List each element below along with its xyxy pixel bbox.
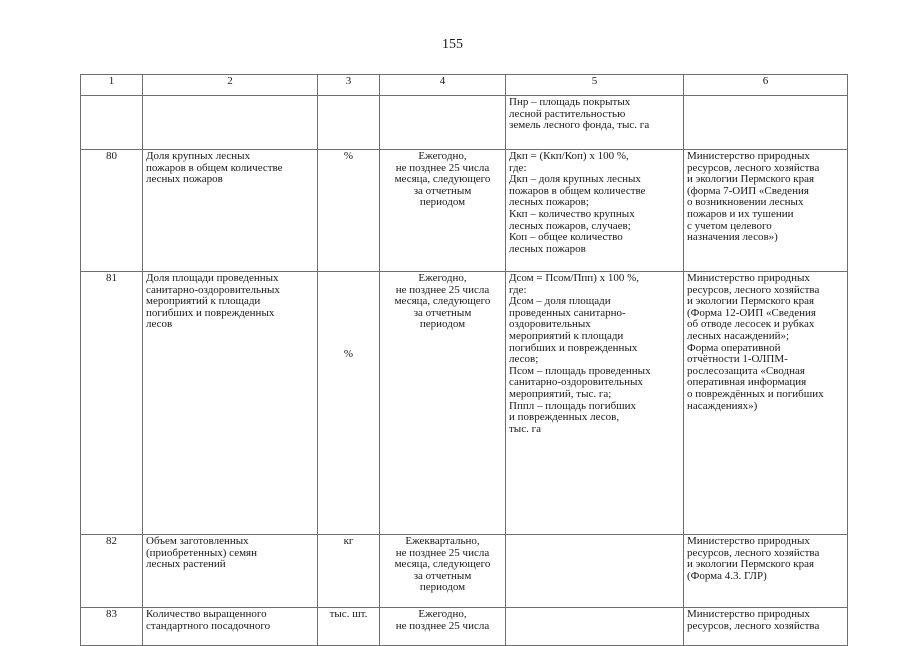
cell-text-line: лесных пожаров [509, 242, 586, 255]
cell-text-line: и экологии Пермского края [687, 173, 815, 186]
cell-text-line: (приобретенных) семян [146, 546, 257, 559]
cell-text-line: о повреждённых и погибших [687, 387, 824, 400]
cell-text-line: санитарно-оздоровительных [146, 283, 280, 296]
cell-text-line: где: [509, 161, 527, 174]
cell-text-line: оперативная информация [687, 376, 807, 389]
table-row [81, 150, 848, 272]
header-cell-4: 4 [380, 75, 506, 96]
header-cell-6: 6 [684, 75, 848, 96]
cell-text-line: за отчетным [413, 306, 472, 319]
cell-text-line: об отводе лесосек и рубках [687, 318, 815, 331]
cell-text-line: проведенных санитарно- [509, 306, 626, 319]
formula-cell [506, 150, 684, 272]
formula-cell [506, 535, 684, 608]
source-cell [684, 150, 848, 272]
indicator-name-cell [143, 535, 318, 608]
cell-text-line: Псом – площадь проведенных [509, 364, 651, 377]
cell-text-line: и экологии Пермского края [687, 295, 815, 308]
indicators-table [80, 74, 848, 646]
cell-text-line: лесных пожаров, случаев; [509, 219, 631, 232]
table-row [81, 535, 848, 608]
period-cell [380, 96, 506, 150]
cell-text-line: за отчетным [413, 184, 472, 197]
unit-cell: % [318, 150, 380, 272]
cell-text-line: Форма оперативной [687, 341, 781, 354]
cell-text-line: лесных растений [146, 558, 226, 571]
cell-text-line: за отчетным [413, 569, 472, 582]
cell-text-line: ресурсов, лесного хозяйства [687, 161, 820, 174]
indicator-name-cell [143, 150, 318, 272]
cell-text-line: не позднее 25 числа [395, 161, 490, 174]
formula-cell [506, 272, 684, 535]
cell-text-line: о возникновении лесных [687, 196, 804, 209]
cell-text-line: мероприятий к площади [509, 329, 624, 342]
cell-text-line: тыс. га [509, 422, 541, 435]
period-cell [380, 535, 506, 608]
unit-cell: тыс. шт. [318, 608, 380, 646]
cell-text-line: где: [509, 283, 527, 296]
indicator-name-cell [143, 272, 318, 535]
cell-text-line: пожаров в общем количестве [146, 161, 283, 174]
cell-text-line: Дкп – доля крупных лесных [509, 173, 641, 186]
cell-text-line: ресурсов, лесного хозяйства [687, 546, 820, 559]
table-row [81, 96, 848, 150]
cell-text-line: Ккп – количество крупных [509, 207, 635, 220]
cell-text-line: месяца, следующего [394, 173, 491, 186]
cell-text-line: (форма 7-ОИП «Сведения [687, 184, 809, 197]
cell-text-line: лесов; [509, 353, 539, 366]
cell-text-line: Ежегодно, [418, 272, 467, 284]
cell-text-line: Количество выращенного [146, 608, 267, 620]
source-cell [684, 272, 848, 535]
cell-text-line: не позднее 25 числа [395, 546, 490, 559]
indicator-name-cell [143, 96, 318, 150]
cell-text-line: ресурсов, лесного хозяйства [687, 283, 820, 296]
source-cell [684, 96, 848, 150]
cell-text-line: Доля крупных лесных [146, 150, 251, 162]
row-number-cell: 80 [81, 150, 143, 272]
cell-text-line: Дсом = Псом/Ппп) х 100 %, [509, 272, 640, 284]
cell-text-line: рослесозащита «Сводная [687, 364, 805, 377]
header-cell-1: 1 [81, 75, 143, 96]
cell-text-line: лесных пожаров; [509, 196, 589, 209]
header-cell-3: 3 [318, 75, 380, 96]
cell-text-line: Доля площади проведенных [146, 272, 279, 284]
cell-text-line: насаждениях») [687, 399, 758, 412]
cell-text-line: и поврежденных лесов, [509, 411, 620, 424]
header-cell-2: 2 [143, 75, 318, 96]
cell-text-line: санитарно-оздоровительных [509, 376, 643, 389]
cell-text-line: месяца, следующего [394, 295, 491, 308]
row-number-cell: 83 [81, 608, 143, 646]
cell-text-line: погибших и поврежденных [146, 306, 275, 319]
period-cell [380, 150, 506, 272]
cell-text-line: мероприятий к площади [146, 295, 261, 308]
unit-cell: кг [318, 535, 380, 608]
cell-text-line: периодом [419, 318, 466, 331]
cell-text-line: стандартного посадочного [146, 619, 271, 632]
cell-text-line: с учетом целевого [687, 219, 772, 232]
unit-cell [318, 96, 380, 150]
table-header-row [81, 75, 848, 96]
cell-text-line: Дкп = (Ккп/Коп) х 100 %, [509, 150, 629, 162]
cell-text-line: периодом [419, 581, 466, 594]
row-number-cell [81, 96, 143, 150]
cell-text-line: отчётности 1-ОЛПМ- [687, 353, 788, 366]
cell-text-line: Ежегодно, [418, 608, 467, 620]
cell-text-line: (Форма 12-ОИП «Сведения [687, 306, 816, 319]
cell-text-line: Дсом – доля площади [509, 295, 611, 308]
cell-text-line: пожаров в общем количестве [509, 184, 646, 197]
period-cell [380, 272, 506, 535]
header-cell-5: 5 [506, 75, 684, 96]
source-cell [684, 535, 848, 608]
cell-text-line: (Форма 4.3. ГЛР) [687, 569, 767, 582]
cell-text-line: не позднее 25 числа [395, 283, 490, 296]
cell-text-line: Министерство природных [687, 272, 810, 284]
cell-text-line: Пнр – площадь покрытых [509, 96, 631, 108]
cell-text-line: месяца, следующего [394, 558, 491, 571]
cell-text-line: Пппл – площадь погибших [509, 399, 637, 412]
cell-text-line: ресурсов, лесного хозяйства [687, 619, 820, 632]
cell-text-line: земель лесного фонда, тыс. га [509, 119, 650, 132]
row-number-cell: 82 [81, 535, 143, 608]
cell-text-line: Министерство природных [687, 608, 810, 620]
cell-text-line: Министерство природных [687, 150, 810, 162]
formula-cell [506, 96, 684, 150]
cell-text-line: лесных насаждений»; [687, 329, 790, 342]
cell-text-line: Ежеквартально, [405, 535, 480, 547]
cell-text-line: и экологии Пермского края [687, 558, 815, 571]
cell-text-line: назначения лесов») [687, 231, 778, 244]
cell-text-line: лесных пожаров [146, 173, 223, 186]
cell-text-line: не позднее 25 числа [395, 619, 490, 632]
cell-text-line: Коп – общее количество [509, 231, 623, 244]
cell-text-line: периодом [419, 196, 466, 209]
cell-text-line: пожаров и их тушении [687, 207, 794, 220]
row-number-cell: 81 [81, 272, 143, 535]
cell-text-line: лесов [146, 318, 173, 331]
cell-text-line: Ежегодно, [418, 150, 467, 162]
cell-text-line: лесной растительностью [509, 107, 626, 120]
cell-text-line: мероприятий, тыс. га; [509, 387, 612, 400]
cell-text-line: Министерство природных [687, 535, 810, 547]
cell-text-line: оздоровительных [509, 318, 591, 331]
cell-text-line: погибших и поврежденных [509, 341, 638, 354]
page-number: 155 [442, 37, 463, 52]
unit-cell: % [318, 272, 380, 535]
cell-text-line: Объем заготовленных [146, 535, 249, 547]
table-row [81, 272, 848, 535]
